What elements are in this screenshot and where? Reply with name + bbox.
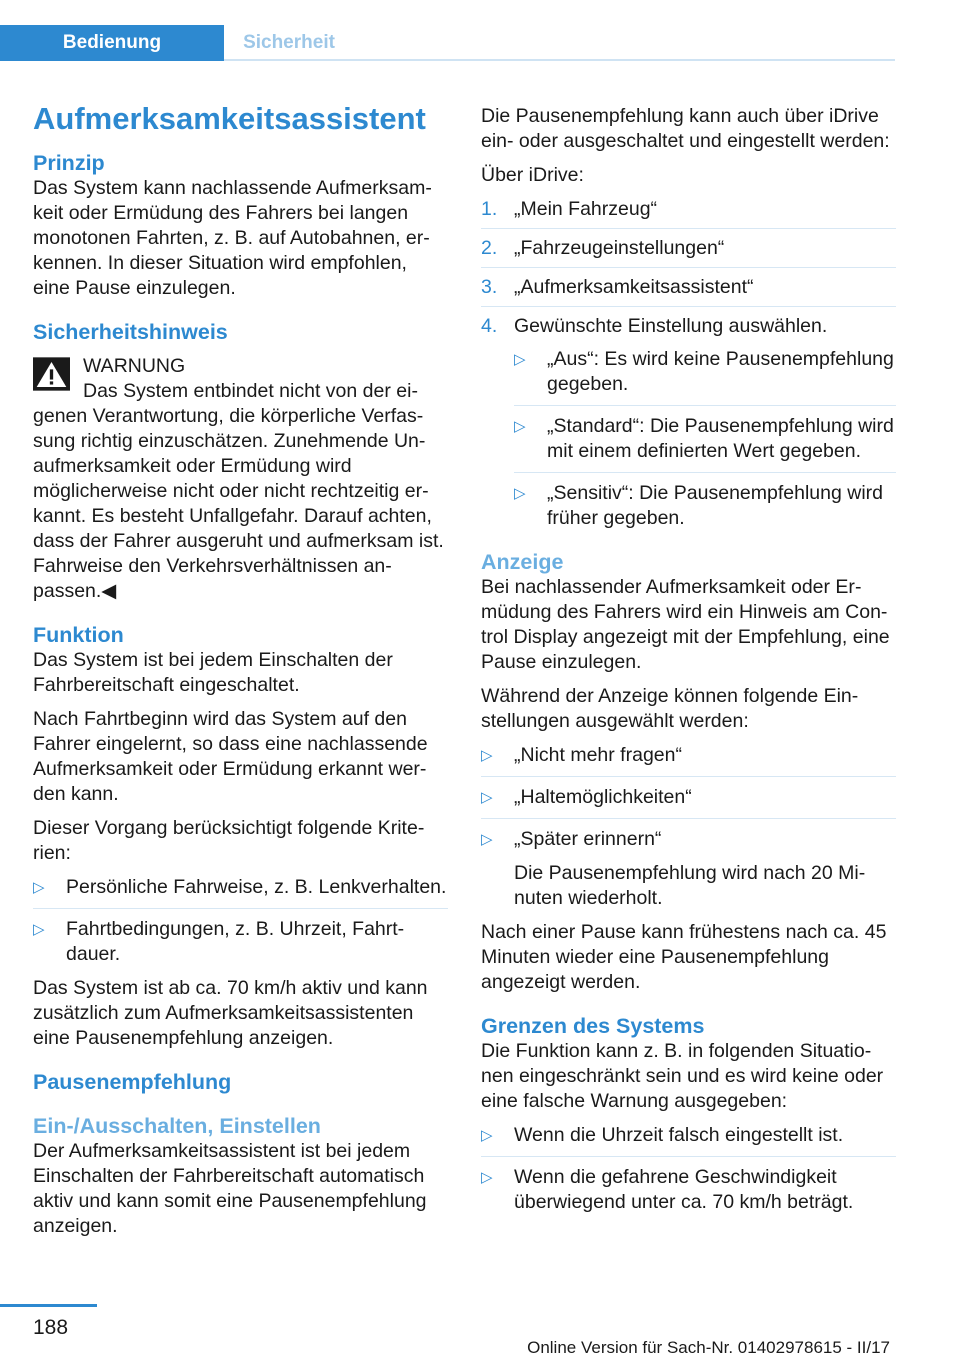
display-options	[481, 743, 896, 911]
list-item: ▷ „Aus“: Es wird keine Pausenempfehlung gegeben.	[514, 347, 896, 406]
step-item: 1. „Mein Fahrzeug“	[481, 197, 896, 229]
prinzip-heading: Prinzip	[33, 151, 105, 175]
triangle-bullet-icon: ▷	[481, 1127, 493, 1144]
criteria-list	[33, 875, 448, 967]
header-tabs	[0, 25, 895, 61]
pause-p2: Die Pausenempfehlung kann auch über iDrive ein- oder ausgeschaltet und eingestellt werden:	[481, 105, 890, 152]
list-item: ▷ „Nicht mehr fragen“	[481, 743, 896, 777]
funktion-heading: Funktion	[33, 623, 124, 647]
triangle-bullet-icon: ▷	[33, 879, 45, 896]
left-column	[33, 100, 448, 1248]
step-item: 3. „Aufmerksamkeitsassistent“	[481, 275, 896, 307]
step-item: 4. Gewünschte Einstellung auswählen. ▷ „Aus“: Es wird keine Pausenempfehlung gegeben. ▷ „Standard“: Die Pausenempfehlung wird mit einem definierten Wert gegeben. ▷ „Sensitiv“: Die Pausenempfehlung wird früher gegeben.	[481, 314, 896, 531]
funktion-p4: Das System ist ab ca. 70 km/h aktiv und kann zusätzlich zum Aufmerksamkeitsassistenten eine Pausenempfehlung anzeigen.	[33, 977, 428, 1049]
sicherheit-heading: Sicherheitshinweis	[33, 320, 228, 344]
footer-rule	[0, 1304, 97, 1307]
funktion-p1: Das System ist bei jedem Einschalten der Fahrbereitschaft eingeschaltet.	[33, 649, 393, 696]
pause-p3: Über iDrive:	[481, 164, 584, 186]
setting-options	[514, 347, 896, 531]
anzeige-heading: Anzeige	[481, 550, 564, 574]
anzeige-p1: Bei nachlassender Aufmerksamkeit oder Ermüdung des Fahrers wird ein Hinweis am Control Display angezeigt mit der Empfehlung, eine Pause einzulegen.	[481, 576, 890, 673]
funktion-p3: Dieser Vorgang berücksichtigt folgende Kriterien:	[33, 817, 425, 864]
warning-title: WARNUNG	[83, 355, 186, 377]
list-item: ▷ Wenn die Uhrzeit falsch eingestellt ist.	[481, 1123, 896, 1157]
pause-p1: Der Aufmerksamkeitsassistent ist bei jedem Einschalten der Fahrbereitschaft automatisch aktiv und kann somit eine Pausenempfehlung anzeigen.	[33, 1140, 427, 1237]
triangle-bullet-icon: ▷	[33, 921, 45, 938]
triangle-bullet-icon: ▷	[514, 485, 526, 502]
pause-subheading: Ein-/Ausschalten, Einstellen	[33, 1114, 321, 1138]
tab-divider	[224, 59, 895, 61]
triangle-bullet-icon: ▷	[481, 831, 493, 848]
list-item: ▷ Wenn die gefahrene Geschwindigkeit überwiegend unter ca. 70 km/h beträgt.	[481, 1166, 854, 1213]
list-item: ▷ „Sensitiv“: Die Pausenempfehlung wird früher gegeben.	[514, 482, 883, 529]
triangle-bullet-icon: ▷	[514, 418, 526, 435]
funktion-p2: Nach Fahrtbeginn wird das System auf den Fahrer eingelernt, so dass eine nachlassende Aufmerksamkeit oder Ermüdung erkannt werden kann.	[33, 708, 428, 805]
page-number: 188	[33, 1316, 69, 1339]
prinzip-text: Das System kann nachlassende Aufmerksamkeit oder Ermüdung des Fahrers bei langen monotonen Fahrten, z. B. auf Autobahnen, erkennen. In dieser Situation wird empfohlen, eine Pause einzulegen.	[33, 177, 432, 299]
later-note: Die Pausenempfehlung wird nach 20 Minuten wiederholt.	[514, 862, 866, 909]
list-item: ▷ Persönliche Fahrweise, z. B. Lenkverhalten.	[33, 875, 448, 909]
step-item: 2. „Fahrzeugeinstellungen“	[481, 236, 896, 268]
idrive-steps	[481, 197, 896, 531]
tab-sicherheit[interactable]: Sicherheit	[243, 32, 335, 53]
online-version-note: Online Version für Sach-Nr. 01402978615 - II/17	[527, 1338, 890, 1357]
pause-heading: Pausenempfehlung	[33, 1070, 232, 1094]
warning-block	[33, 354, 448, 604]
triangle-bullet-icon: ▷	[514, 351, 526, 368]
triangle-bullet-icon: ▷	[481, 789, 493, 806]
list-item: ▷ „Standard“: Die Pausenempfehlung wird mit einem definierten Wert gegeben.	[514, 414, 896, 473]
page-title: Aufmerksamkeitsassistent	[33, 101, 426, 136]
grenzen-heading: Grenzen des Systems	[481, 1014, 705, 1038]
list-item: ▷ „Später erinnern“ Die Pausenempfehlung wird nach 20 Minuten wiederholt.	[481, 827, 896, 911]
triangle-bullet-icon: ▷	[481, 747, 493, 764]
list-item: ▷ Fahrtbedingungen, z. B. Uhrzeit, Fahrtdauer.	[33, 918, 405, 965]
limits-list	[481, 1123, 896, 1215]
right-column	[481, 104, 896, 1224]
tab-bedienung[interactable]: Bedienung	[0, 25, 224, 61]
anzeige-p2: Während der Anzeige können folgende Einstellungen ausgewählt werden:	[481, 685, 859, 732]
warning-triangle-icon	[33, 357, 70, 391]
anzeige-p3: Nach einer Pause kann frühestens nach ca. 45 Minuten wieder eine Pausenempfehlung angezeigt werden.	[481, 921, 887, 993]
grenzen-p1: Die Funktion kann z. B. in folgenden Situationen eingeschränkt sein und es wird keine oder eine falsche Warnung ausgegeben:	[481, 1040, 884, 1112]
triangle-bullet-icon: ▷	[481, 1169, 493, 1186]
list-item: ▷ „Haltemöglichkeiten“	[481, 785, 896, 819]
warning-text: Das System entbindet nicht von der eigenen Verantwortung, die körperliche Verfassung richtig einzuschätzen. Zunehmende Unaufmerksamkeit oder Ermüdung wird möglicherweise nicht oder nicht rechtzeitig erkannt. Es besteht Unfallgefahr. Darauf achten, dass der Fahrer ausgeruht und aufmerksam ist. Fahrweise den Verkehrsverhältnissen anpassen.◀	[33, 380, 444, 602]
